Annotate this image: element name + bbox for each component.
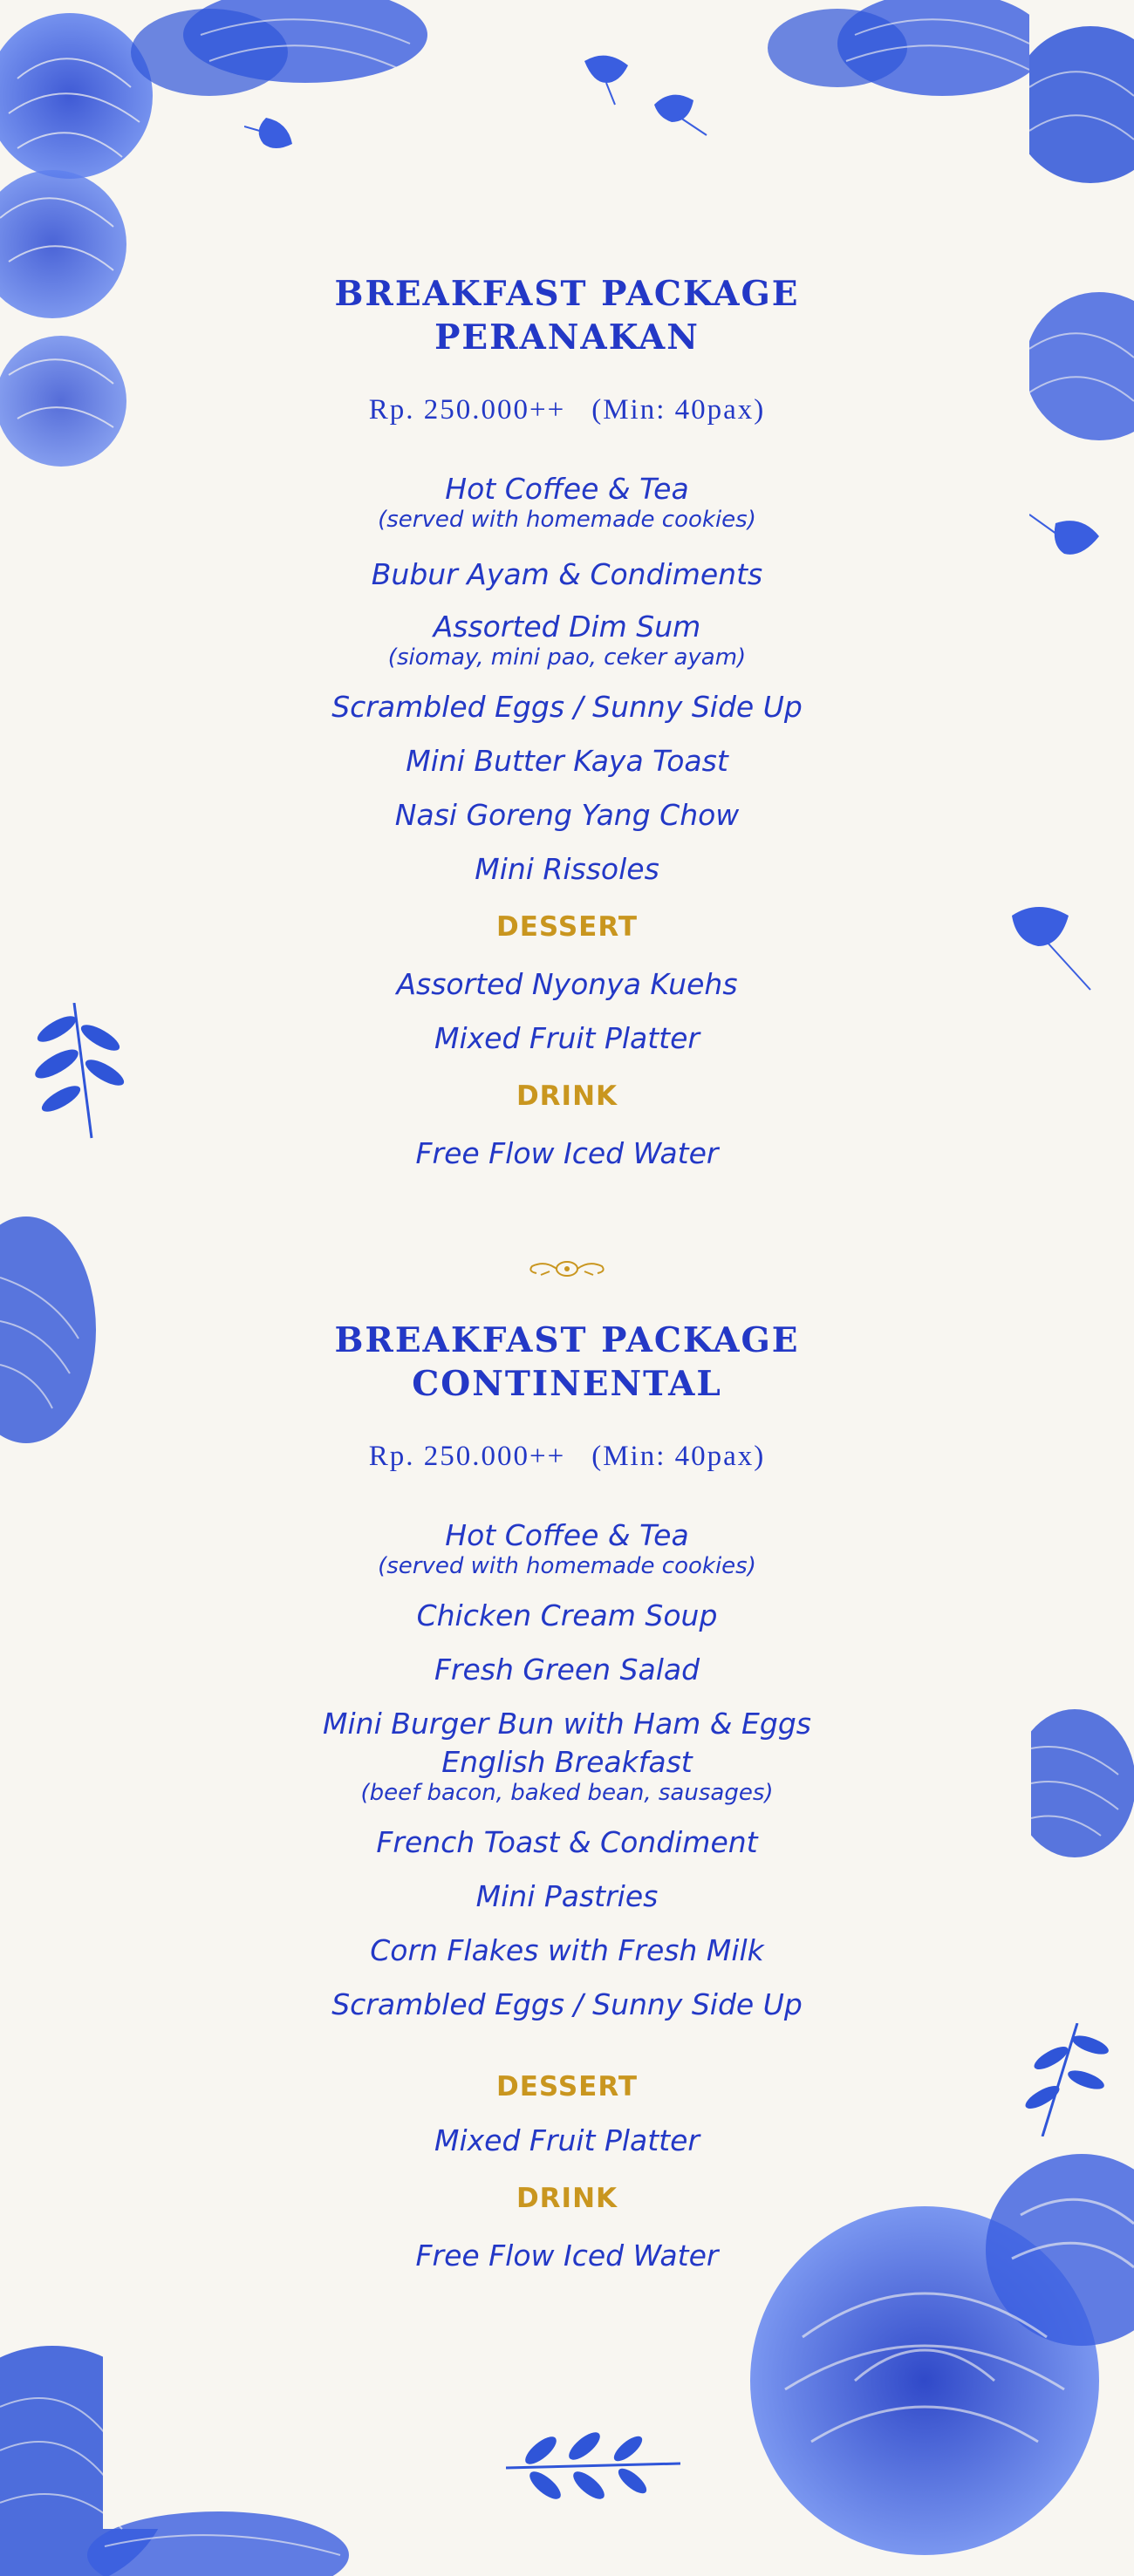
- package-peranakan: [0, 272, 1134, 1171]
- list-item: Mini Pastries: [475, 1879, 659, 1913]
- min-pax: (Min: 40pax): [591, 1441, 766, 1472]
- list-item: Assorted Dim Sum (siomay, mini pao, ceker ayam): [387, 610, 747, 671]
- list-item: Corn Flakes with Fresh Milk: [370, 1933, 764, 1967]
- package-title-line1: BREAKFAST PACKAGE: [334, 1320, 800, 1360]
- menu-items: [0, 1518, 1134, 2273]
- price-value: Rp. 250.000++: [368, 1441, 566, 1472]
- list-item: Fresh Green Salad: [434, 1653, 700, 1687]
- list-item: Free Flow Iced Water: [415, 1136, 719, 1170]
- ginkgo-leaf-icon: [650, 83, 711, 144]
- package-continental: [0, 1319, 1134, 2273]
- ginkgo-leaf-icon: [576, 48, 637, 109]
- list-item: English Breakfast (beef bacon, baked bean, sausages): [360, 1745, 774, 1806]
- ornament-divider-icon: [523, 1256, 611, 1282]
- list-item: Bubur Ayam & Condiments: [371, 557, 763, 591]
- package-title: [0, 272, 1134, 359]
- package-price: [0, 1441, 1134, 1473]
- list-item: Free Flow Iced Water: [415, 2239, 719, 2273]
- list-item: Scrambled Eggs / Sunny Side Up: [331, 1987, 803, 2021]
- package-price: [0, 394, 1134, 426]
- list-item: Hot Coffee & Tea (served with homemade cookies): [378, 472, 756, 533]
- package-title: [0, 1319, 1134, 1406]
- fern-leaf-icon: [506, 2424, 680, 2503]
- list-item: Mini Butter Kaya Toast: [406, 744, 728, 778]
- dessert-heading: DESSERT: [496, 2071, 638, 2102]
- drink-heading: DRINK: [516, 2183, 618, 2214]
- list-item: Hot Coffee & Tea (served with homemade cookies): [378, 1518, 756, 1579]
- list-item: Nasi Goreng Yang Chow: [394, 798, 740, 832]
- list-item: Assorted Nyonya Kuehs: [396, 967, 738, 1001]
- list-item: Mini Rissoles: [475, 852, 659, 886]
- package-title-line1: BREAKFAST PACKAGE: [334, 274, 800, 314]
- dessert-heading: DESSERT: [496, 911, 638, 943]
- drink-heading: DRINK: [516, 1080, 618, 1112]
- price-value: Rp. 250.000++: [368, 394, 566, 426]
- floral-top-band-icon: [105, 0, 1029, 105]
- list-item: Scrambled Eggs / Sunny Side Up: [331, 690, 803, 724]
- ginkgo-leaf-icon: [244, 109, 305, 170]
- package-title-line2: CONTINENTAL: [412, 1364, 722, 1404]
- list-item: Mini Burger Bun with Ham & Eggs: [323, 1707, 811, 1741]
- min-pax: (Min: 40pax): [591, 394, 766, 426]
- list-item: Mixed Fruit Platter: [434, 2123, 700, 2157]
- floral-bottom-left-icon: [0, 2276, 349, 2576]
- list-item: Mixed Fruit Platter: [434, 1021, 700, 1055]
- menu-items: [0, 472, 1134, 1171]
- package-title-line2: PERANAKAN: [434, 317, 700, 358]
- list-item: French Toast & Condiment: [376, 1825, 758, 1859]
- list-item: Chicken Cream Soup: [416, 1598, 718, 1632]
